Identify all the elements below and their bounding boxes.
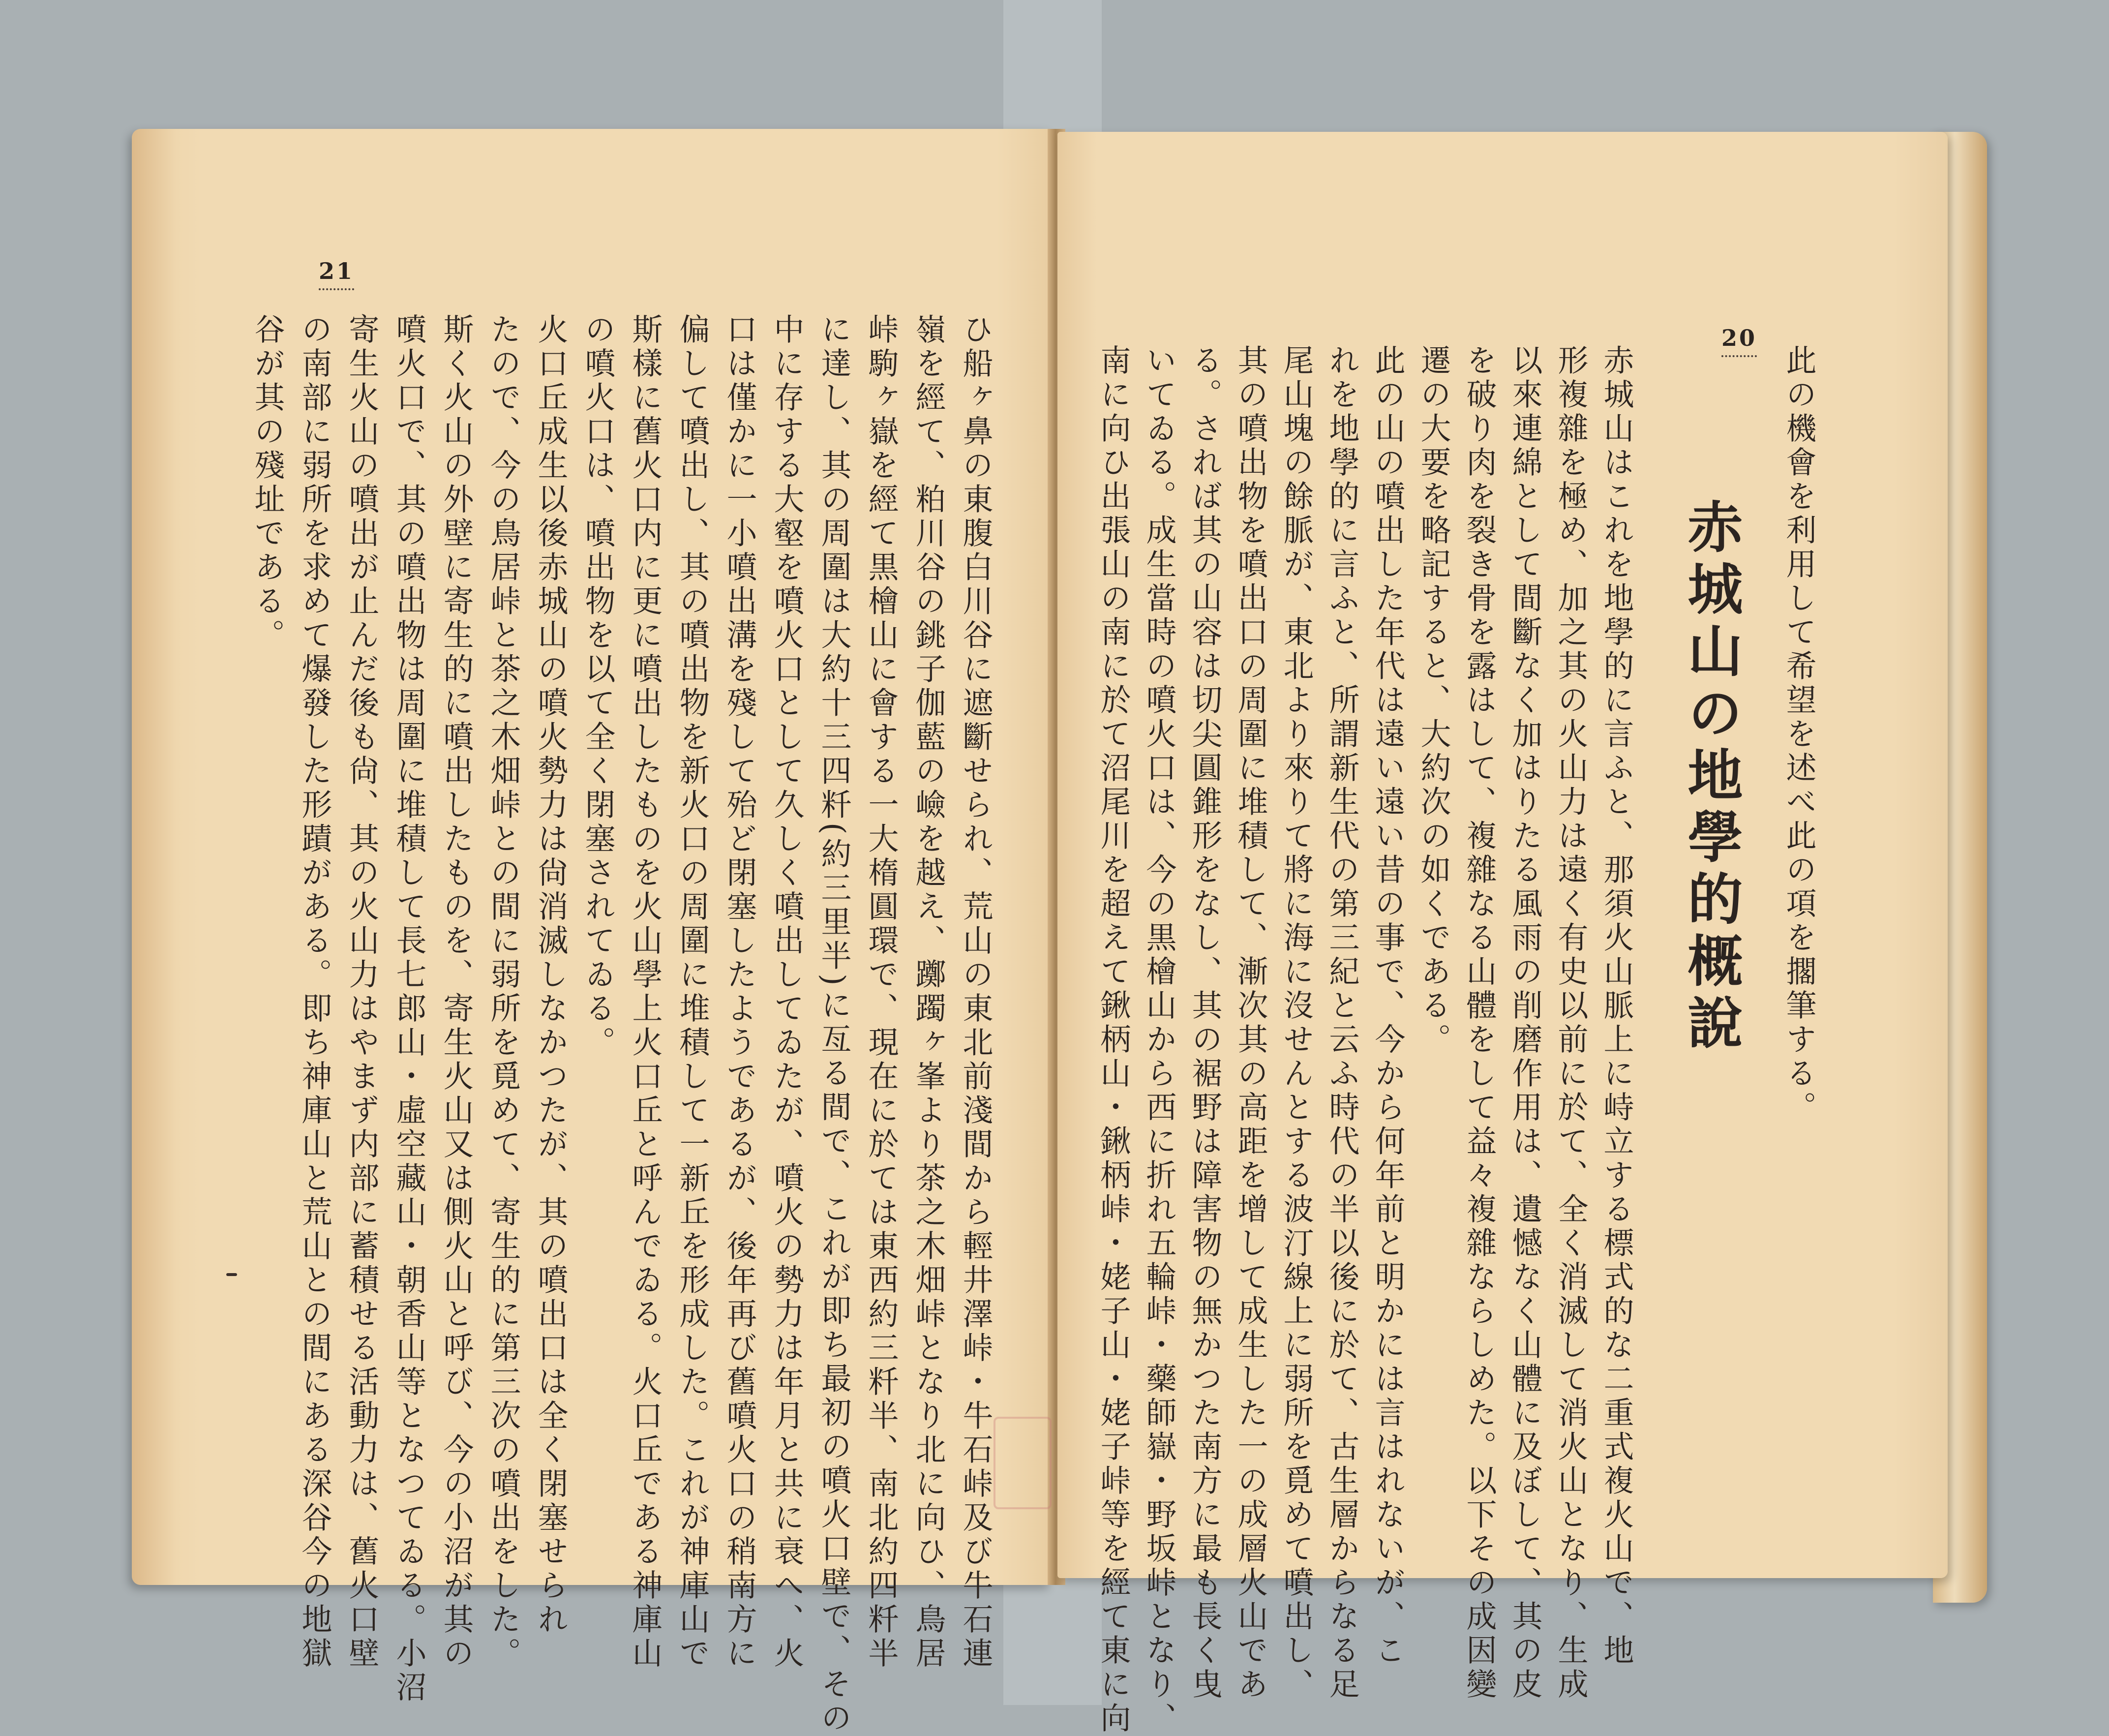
text-column: 噴火口で、其の噴出物は周圍に堆積して長七郎山・虛空藏山・朝香山等となつてゐる。小沼: [391, 313, 427, 1705]
text-column: れを地學的に言ふと、所謂新生代の第三紀と云ふ時代の半以後に於て、古生層からなる足: [1324, 344, 1360, 1702]
text-column: ひ船ヶ鼻の東腹白川谷に遮斷せられ、荒山の東北前淺間から輕井澤峠・牛石峠及び牛石連: [958, 313, 994, 1671]
text-column: たので、今の鳥居峠と茶之木畑峠との間に弱所を覓めて、寄生的に第三次の噴出をした。: [485, 313, 521, 1671]
right-page: [1057, 132, 1948, 1736]
intro-line: 此の機會を利用して希望を述べ此の項を擱筆する。: [1781, 344, 1817, 1125]
text-column: 以來連綿として間斷なく加はりたる風雨の削磨作用は、遺憾なく山體に及ぼして、其の皮: [1507, 344, 1543, 1702]
text-column: 偏して噴出し、其の噴出物を新火口の周圍に堆積して一新丘を形成した。これが神庫山で: [674, 313, 710, 1671]
text-column: 形複雜を極め、加之其の火山力は遠く有史以前に於て、全く消滅して消火山となり、生成: [1553, 344, 1589, 1702]
text-column: 火口丘成生以後赤城山の噴火勢力は尙消滅しなかつたが、其の噴出口は全く閉塞せられ: [533, 313, 569, 1637]
text-column: 尾山塊の餘脈が、東北より來りて將に海に沒せんとする波汀線上に弱所を覓めて噴出し、: [1278, 344, 1314, 1702]
text-column: 嶺を經て、粕川谷の銚子伽藍の嶮を越え、躑躅ヶ峯より茶之木畑峠となり北に向ひ、鳥居: [910, 313, 946, 1671]
text-column: いてゐる。成生當時の噴火口は、今の黒檜山から西に折れ五輪峠・藥師嶽・野坂峠となり、: [1141, 344, 1177, 1736]
text-column: の噴火口は、噴出物を以て全く閉塞されてゐる。: [580, 313, 616, 1060]
text-column: 斯く火山の外壁に寄生的に噴出したものを、寄生火山又は側火山と呼び、今の小沼が其の: [438, 313, 474, 1671]
section-heading: 赤城山の地學的概說: [1679, 498, 1743, 1056]
library-stamp: [994, 1417, 1052, 1509]
text-column: 口は僅かに一小噴出溝を殘して殆ど閉塞したようであるが、後年再び舊噴火口の稍南方に: [722, 313, 757, 1671]
text-column: を破り肉を裂き骨を露はして、複雜なる山體をして益々複雜ならしめた。以下その成因變: [1461, 344, 1497, 1702]
ink-mark: [226, 1273, 237, 1276]
text-column: 寄生火山の噴出が止んだ後も尙、其の火山力はやまず内部に蓄積せる活動力は、舊火口壁: [344, 313, 380, 1671]
text-column: 此の山の噴出した年代は遠い遠い昔の事で、今から何年前と明かには言はれないが、こ: [1370, 344, 1406, 1668]
text-column: 峠駒ヶ嶽を經て黒檜山に會する一大楕圓環で、現在に於ては東西約三粁半、南北約四粁半: [863, 313, 899, 1671]
text-column: 其の噴出物を噴出口の周圍に堆積して、漸次其の高距を增して成生した一の成層火山であ: [1233, 344, 1268, 1702]
text-column: 赤城山はこれを地學的に言ふと、那須火山脈上に峙立する標式的な二重式複火山で、地: [1598, 344, 1634, 1668]
text-column: の南部に弱所を求めて爆發した形蹟がある。即ち神庫山と荒山との間にある深谷今の地獄: [297, 313, 332, 1671]
text-column: 遷の大要を略記すると、大約次の如くである。: [1416, 344, 1451, 1057]
text-column: 斯樣に舊火口内に更に噴出したものを火山學上火口丘と呼んでゐる。火口丘である神庫山: [627, 313, 663, 1671]
page-number: 20: [1721, 325, 1757, 357]
text-column: 南に向ひ出張山の南に於て沼尾川を超えて鍬柄山・鍬柄峠・姥子山・姥子峠等を經て東に向: [1095, 344, 1131, 1736]
text-column: に達し、其の周圍は大約十三四粁(約三里半)に亙る間で、これが即ち最初の噴火口壁で、その: [816, 313, 852, 1736]
text-column: 中に存する大壑を噴火口として久しく噴出してゐたが、噴火の勢力は年月と共に衰へ、火: [769, 313, 805, 1671]
text-column: 谷が其の殘址である。: [249, 313, 285, 653]
page-number: 21: [319, 258, 354, 290]
left-page: [132, 129, 1052, 1736]
text-column: る。されば其の山容は切尖圓錐形をなし、其の裾野は障害物の無かつた南方に最も長く曳: [1187, 344, 1223, 1702]
